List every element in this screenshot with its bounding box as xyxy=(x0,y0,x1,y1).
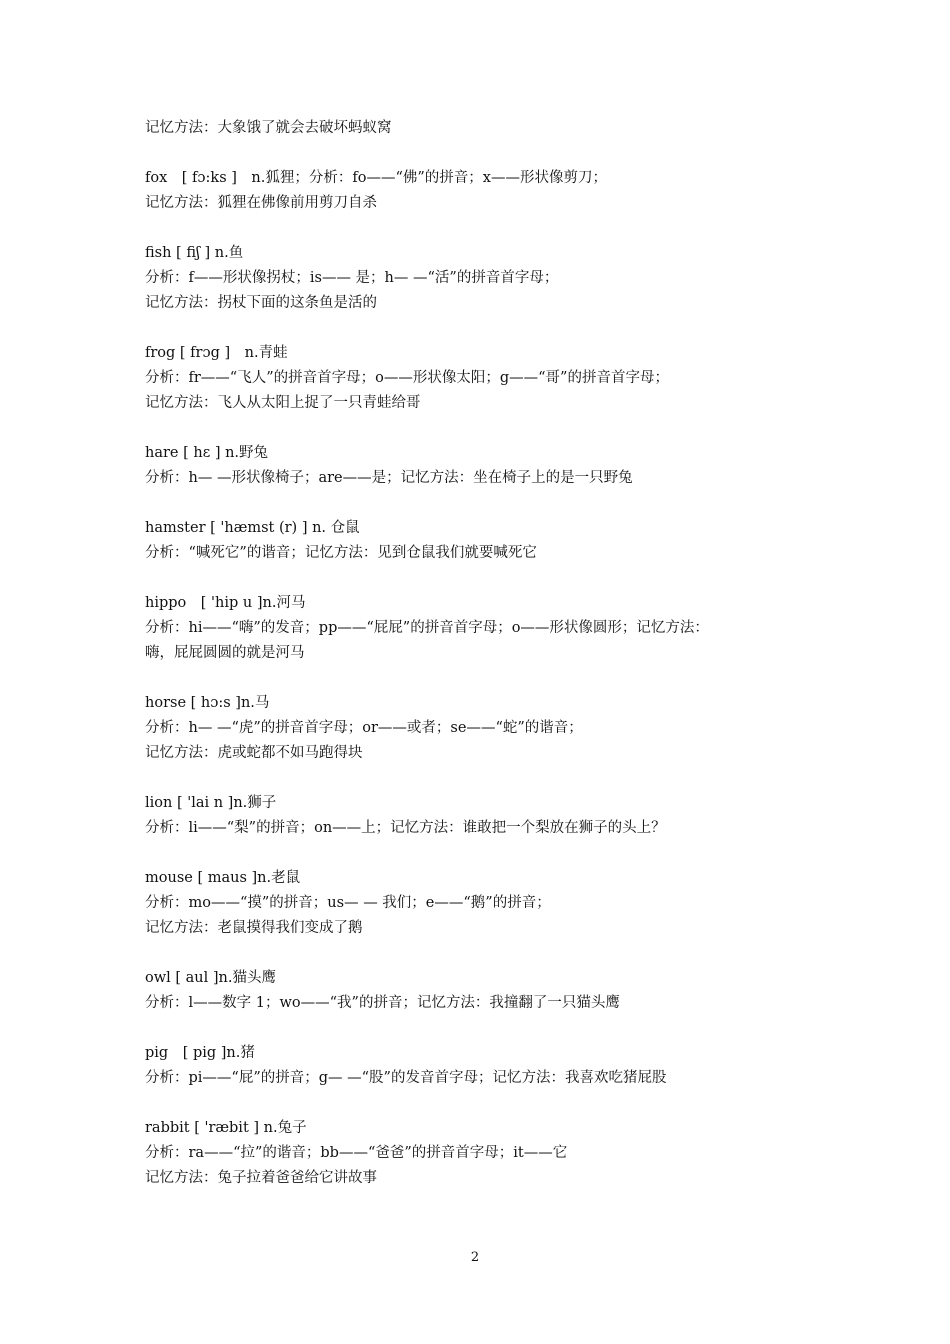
analysis-line: 分析：“喊死它”的谐音；记忆方法：见到仓鼠我们就要喊死它 xyxy=(145,545,537,561)
entry-horse xyxy=(145,691,825,766)
entry-gap xyxy=(145,766,825,791)
headword-line: horse [ hɔ:s ]n.马 xyxy=(145,695,270,711)
entry-gap xyxy=(145,1016,825,1041)
entry-gap xyxy=(145,666,825,691)
analysis-line: 分析：pi——“屁”的拼音；g— —“股”的发音首字母；记忆方法：我喜欢吃猪屁股 xyxy=(145,1070,667,1086)
entry-fox xyxy=(145,166,825,216)
memory-line: 记忆方法：拐杖下面的这条鱼是活的 xyxy=(145,295,377,311)
entry-gap xyxy=(145,941,825,966)
headword-line: hamster [ 'hæmst (r) ] n. 仓鼠 xyxy=(145,520,360,536)
memory-line: 记忆方法：狐狸在佛像前用剪刀自杀 xyxy=(145,195,377,211)
headword-line: rabbit [ 'ræbit ] n.兔子 xyxy=(145,1120,307,1136)
memory-line: 记忆方法：虎或蛇都不如马跑得块 xyxy=(145,745,363,761)
memory-line: 记忆方法：飞人从太阳上捉了一只青蛙给哥 xyxy=(145,395,421,411)
entry-gap xyxy=(145,416,825,441)
headword-line: fox [ fɔ:ks ] n.狐狸；分析：fo——“佛”的拼音；x——形状像剪刀； xyxy=(145,170,607,186)
entry-gap xyxy=(145,316,825,341)
entry-gap xyxy=(145,491,825,516)
entry-lion xyxy=(145,791,825,841)
entry-hippo xyxy=(145,591,825,666)
memory-line: 嗨，屁屁圆圆的就是河马 xyxy=(145,645,305,661)
entry-hare xyxy=(145,441,825,491)
headword-line: pig [ pig ]n.猪 xyxy=(145,1045,255,1061)
analysis-line: 分析：fr——“飞人”的拼音首字母；o——形状像太阳；g——“哥”的拼音首字母； xyxy=(145,370,669,386)
memory-line: 记忆方法：兔子拉着爸爸给它讲故事 xyxy=(145,1170,377,1186)
entry-gap xyxy=(145,566,825,591)
entry-mouse xyxy=(145,866,825,941)
analysis-line: 分析：l——数字 1；wo——“我”的拼音；记忆方法：我撞翻了一只猫头鹰 xyxy=(145,995,620,1011)
headword-line: frog [ frɔg ] n.青蛙 xyxy=(145,345,288,361)
page-number: 2 xyxy=(470,1250,480,1265)
headword-line: owl [ aul ]n.猫头鹰 xyxy=(145,970,276,986)
analysis-line: 分析：h— —“虎”的拼音首字母；or——或者；se——“蛇”的谐音； xyxy=(145,720,583,736)
entry-gap xyxy=(145,841,825,866)
vocabulary-content xyxy=(145,116,825,1191)
headword-line: fish [ fiʃ ] n.鱼 xyxy=(145,245,244,261)
entry-gap xyxy=(145,141,825,166)
entry-frog xyxy=(145,341,825,416)
analysis-line: 分析：mo——“摸”的拼音；us— — 我们；e——“鹅”的拼音； xyxy=(145,895,551,911)
analysis-line: 分析：h— —形状像椅子；are——是；记忆方法：坐在椅子上的是一只野兔 xyxy=(145,470,633,486)
entry-gap xyxy=(145,1091,825,1116)
entry-ant-memo xyxy=(145,116,825,141)
entry-owl xyxy=(145,966,825,1016)
memory-line: 记忆方法：老鼠摸得我们变成了鹅 xyxy=(145,920,363,936)
headword-line: lion [ 'lai n ]n.狮子 xyxy=(145,795,277,811)
entry-pig xyxy=(145,1041,825,1091)
analysis-line: 分析：f——形状像拐杖；is—— 是；h— —“活”的拼音首字母； xyxy=(145,270,559,286)
headword-line: mouse [ maus ]n.老鼠 xyxy=(145,870,301,886)
analysis-line: 分析：hi——“嗨”的发音；pp——“屁屁”的拼音首字母；o——形状像圆形；记忆方法： xyxy=(145,620,709,636)
headword-line: hippo [ 'hip u ]n.河马 xyxy=(145,595,306,611)
entry-rabbit xyxy=(145,1116,825,1191)
analysis-line: 分析：li——“梨”的拼音；on——上；记忆方法：谁敢把一个梨放在狮子的头上？ xyxy=(145,820,666,836)
memory-line: 记忆方法：大象饿了就会去破坏蚂蚁窝 xyxy=(145,120,392,136)
analysis-line: 分析：ra——“拉”的谐音；bb——“爸爸”的拼音首字母；it——它 xyxy=(145,1145,568,1161)
headword-line: hare [ hɛ ] n.野兔 xyxy=(145,445,269,461)
entry-hamster xyxy=(145,516,825,566)
entry-fish xyxy=(145,241,825,316)
entry-gap xyxy=(145,216,825,241)
